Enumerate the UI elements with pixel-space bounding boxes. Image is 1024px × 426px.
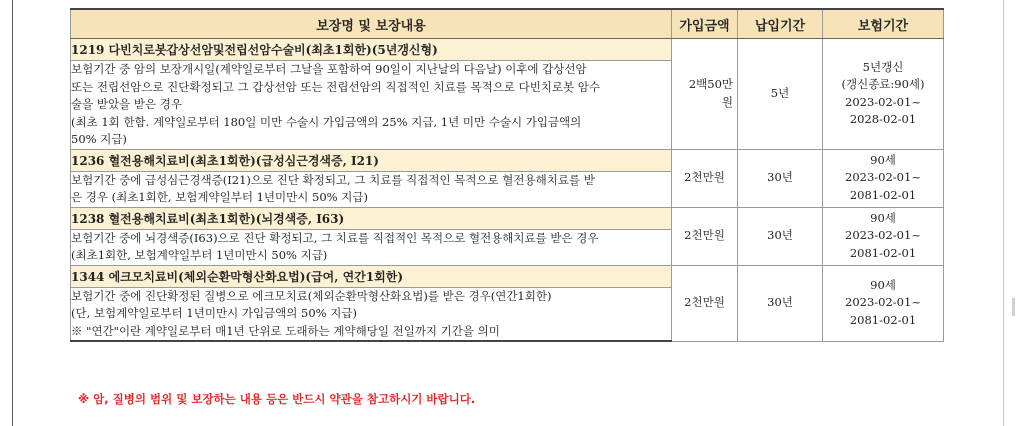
desc-line: 또는 전립선암으로 진단확정되고 그 갑상선암 또는 전립선암의 직접적인 치료를 목적으로 다빈치로봇 암수 [71, 79, 601, 94]
coverage-title-row [71, 39, 944, 61]
desc-line: 술을 받았을 받은 경우 [71, 97, 182, 111]
coverage-title-row [71, 207, 944, 229]
coverage-title: 1238 혈전용해치료비(최초1회한)(뇌경색증, I63) [71, 207, 672, 229]
coverage-description [71, 287, 672, 341]
coverage-description [71, 171, 672, 207]
term-line: 2023-02-01~ [845, 228, 921, 243]
coverage-description [71, 229, 672, 265]
terms-notice: ※ 암, 질병의 범위 및 보장하는 내용 등은 반드시 약관을 참고하시기 바랍니다. [78, 392, 476, 406]
desc-line: 보험기간 중에 뇌경색증(I63)으로 진단 확정되고, 그 치료를 직접적인 목적으로 혈전용해치료를 받은 경우 [71, 230, 599, 245]
coverage-amount: 2천만원 [672, 207, 738, 265]
coverage-insurance-period [823, 207, 944, 265]
header-coverage-name: 보장명 및 보장내용 [71, 9, 672, 39]
page-left-border [12, 0, 13, 426]
desc-line: 보험기간 중 암의 보장개시일(계약일로부터 그날을 포함하여 90일이 지난날의 다음날) 이후에 갑상선암 [71, 62, 587, 76]
coverage-description [71, 61, 672, 150]
table-header-row [71, 9, 944, 39]
coverage-insurance-period [823, 265, 944, 341]
desc-line: 보험기간 중에 진단확정된 질병으로 에크모치료(체외순환막형산화요법)를 받은 경우(연간1회한) [71, 288, 552, 303]
coverage-amount [672, 39, 738, 150]
scroll-marker [1012, 298, 1015, 316]
amount-line: 2백50만 [688, 77, 733, 92]
coverage-title-row [71, 265, 944, 287]
term-line: 2081-02-01 [849, 187, 917, 202]
desc-line: 50% 지급) [71, 132, 127, 146]
page-right-border [1003, 0, 1004, 426]
desc-line: ※ "연간"이란 계약일로부터 매1년 단위로 도래하는 계약해당일 전일까지 기간을 의미 [71, 323, 500, 338]
amount-line: 원 [721, 94, 733, 109]
coverage-payment-period: 30년 [738, 207, 823, 265]
coverage-insurance-period [823, 39, 944, 150]
term-line: (갱신종료:90세) [841, 77, 925, 92]
header-insurance-period: 보험기간 [823, 9, 944, 39]
coverage-payment-period: 30년 [738, 149, 823, 207]
coverage-insurance-period [823, 149, 944, 207]
term-line: 5년갱신 [862, 59, 904, 74]
desc-line: (단, 보험계약일로부터 1년미만시 가입금액의 50% 지급) [71, 306, 357, 320]
coverage-amount: 2천만원 [672, 149, 738, 207]
coverage-payment-period: 30년 [738, 265, 823, 341]
desc-line: 보험기간 중에 급성심근경색증(I21)으로 진단 확정되고, 그 치료를 직접적인 목적으로 혈전용해치료를 받 [71, 172, 595, 187]
coverage-title-row [71, 149, 944, 171]
term-line: 2081-02-01 [849, 245, 917, 260]
term-line: 2023-02-01~ [845, 94, 921, 109]
coverage-title: 1219 다빈치로봇갑상선암및전립선암수술비(최초1회한)(5년갱신형) [71, 39, 672, 61]
desc-line: (최초 1회 한함. 계약일로부터 180일 미만 수술시 가입금액의 25% 지급, 1년 미만 수술시 가입금액의 [71, 114, 582, 129]
coverage-payment-period: 5년 [738, 39, 823, 150]
coverage-amount: 2천만원 [672, 265, 738, 341]
term-line: 2028-02-01 [849, 112, 917, 127]
term-line: 2023-02-01~ [845, 295, 921, 310]
coverage-title: 1236 혈전용해치료비(최초1회한)(급성심근경색증, I21) [71, 149, 672, 171]
desc-line: (최초1회한, 보험계약일부터 1년미만시 50% 지급) [71, 248, 328, 262]
term-line: 90세 [870, 210, 896, 225]
header-payment-period: 납입기간 [738, 9, 823, 39]
term-line: 2081-02-01 [849, 312, 917, 327]
term-line: 90세 [870, 277, 896, 292]
header-amount: 가입금액 [672, 9, 738, 39]
coverage-title: 1344 에크모치료비(체외순환막형산화요법)(급여, 연간1회한) [71, 265, 672, 287]
term-line: 90세 [870, 152, 896, 167]
term-line: 2023-02-01~ [845, 170, 921, 185]
coverage-table [70, 8, 944, 342]
desc-line: 은 경우 (최초1회한, 보험계약일부터 1년미만시 50% 지급) [71, 190, 368, 204]
